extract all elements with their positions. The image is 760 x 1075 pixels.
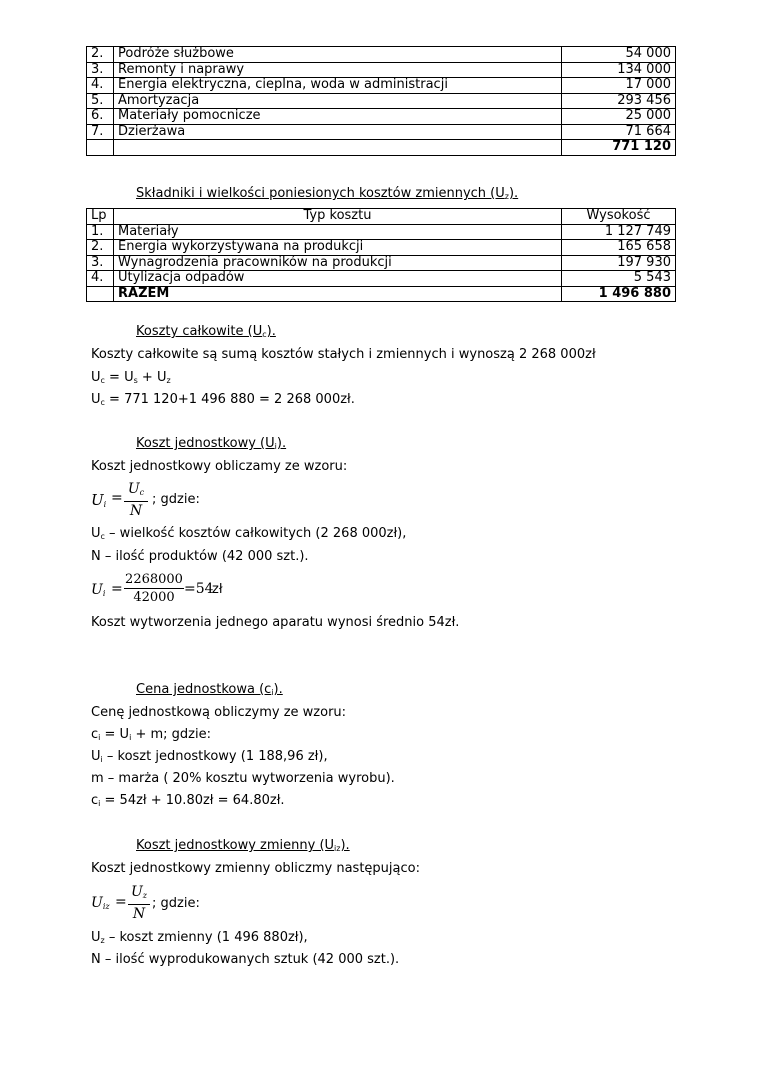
row-name: Amortyzacja (114, 93, 562, 109)
table-row (87, 224, 676, 240)
row-name: Energia wykorzystywana na produkcji (114, 240, 562, 256)
unit-cost-conclusion: Koszt wytworzenia jednego aparatu wynosi średnio 54zł. (91, 615, 460, 630)
header-value: Wysokość (562, 209, 676, 225)
row-name: Remonty i naprawy (114, 62, 562, 78)
row-lp-empty (87, 286, 114, 302)
row-value: 165 658 (562, 240, 676, 256)
table-row (87, 240, 676, 256)
total-cost-calculation: $U_c = 771$ 120+1 496 880 = 2 268 000zł. (91, 392, 355, 407)
total-cost-heading: Koszty całkowite $(U_c)$. (136, 324, 276, 339)
table-row (87, 124, 676, 140)
row-lp: 4. (87, 271, 114, 287)
table-row (87, 255, 676, 271)
total-row (87, 140, 676, 156)
fixed-total-value: 771 120 (562, 140, 676, 156)
row-value: 25 000 (562, 109, 676, 125)
row-name: Podróże służbowe (114, 47, 562, 63)
row-value: 1 127 749 (562, 224, 676, 240)
row-lp: 1. (87, 224, 114, 240)
row-lp: 2. (87, 47, 114, 63)
table-row (87, 78, 676, 94)
unit-cost-definition-uc: $U_c$ – wielkość kosztów całkowitych (2 268 000zł), (91, 526, 407, 541)
row-value: 197 930 (562, 255, 676, 271)
row-name: Energia elektryczna, cieplna, woda w administracji (114, 78, 562, 94)
table-header-row (87, 209, 676, 225)
row-name-empty (114, 140, 562, 156)
variable-total-label: RAZEM (114, 286, 562, 302)
row-value: 134 000 (562, 62, 676, 78)
row-lp: 3. (87, 62, 114, 78)
unit-price-definition-ui: $U_i$ – koszt jednostkowy (1 188,96 zł), (91, 749, 328, 764)
table-row (87, 62, 676, 78)
unit-variable-cost-heading: Koszt jednostkowy zmienny $(U_{iz})$. (136, 838, 350, 853)
variable-costs-title: Składniki i wielkości poniesionych kosztów zmiennych $(U_z)$. (136, 186, 519, 201)
unit-variable-definition-uz: $U_z$ – koszt zmienny (1 496 880zł), (91, 930, 308, 945)
unit-price-definition-m: m – marża ( 20% kosztu wytworzenia wyrobu). (91, 771, 395, 786)
unit-price-heading: Cena jednostkowa $(c_i)$. (136, 682, 283, 697)
total-cost-text: Koszty całkowite są sumą kosztów stałych i zmiennych i wynoszą 2 268 000zł (91, 347, 596, 362)
unit-cost-text: Koszt jednostkowy obliczamy ze wzoru: (91, 459, 348, 474)
row-value: 5 543 (562, 271, 676, 287)
table-row (87, 271, 676, 287)
table-row (87, 109, 676, 125)
row-name: Materiały pomocnicze (114, 109, 562, 125)
row-value: 71 664 (562, 124, 676, 140)
unit-cost-heading: Koszt jednostkowy $(U_i)$. (136, 436, 287, 451)
row-name: Wynagrodzenia pracowników na produkcji (114, 255, 562, 271)
fixed-costs-table (86, 46, 676, 156)
row-lp: 3. (87, 255, 114, 271)
row-value: 54 000 (562, 47, 676, 63)
header-lp: Lp (87, 209, 114, 225)
variable-total-value: 1 496 880 (562, 286, 676, 302)
row-lp: 7. (87, 124, 114, 140)
unit-variable-definition-n: N – ilość wyprodukowanych sztuk (42 000 szt.). (91, 952, 400, 967)
variable-costs-table (86, 208, 676, 302)
total-cost-formula: $U_c = U_s + U_z$ (91, 370, 171, 385)
row-lp: 2. (87, 240, 114, 256)
header-type: Typ kosztu (114, 209, 562, 225)
unit-price-formula: $c_i = U_i + m$; gdzie: (91, 727, 211, 742)
row-value: 17 000 (562, 78, 676, 94)
row-lp-empty (87, 140, 114, 156)
row-name: Materiały (114, 224, 562, 240)
row-name: Dzierżawa (114, 124, 562, 140)
table-row (87, 93, 676, 109)
row-lp: 6. (87, 109, 114, 125)
unit-price-calculation: $c_i$ = 54zł + 10.80zł = 64.80zł. (91, 793, 285, 808)
row-name: Utylizacja odpadów (114, 271, 562, 287)
unit-variable-cost-text: Koszt jednostkowy zmienny obliczmy następująco: (91, 861, 420, 876)
unit-cost-definition-n: N – ilość produktów (42 000 szt.). (91, 549, 309, 564)
unit-price-text: Cenę jednostkową obliczymy ze wzoru: (91, 705, 347, 720)
row-lp: 5. (87, 93, 114, 109)
total-row (87, 286, 676, 302)
row-value: 293 456 (562, 93, 676, 109)
table-row (87, 47, 676, 63)
row-lp: 4. (87, 78, 114, 94)
